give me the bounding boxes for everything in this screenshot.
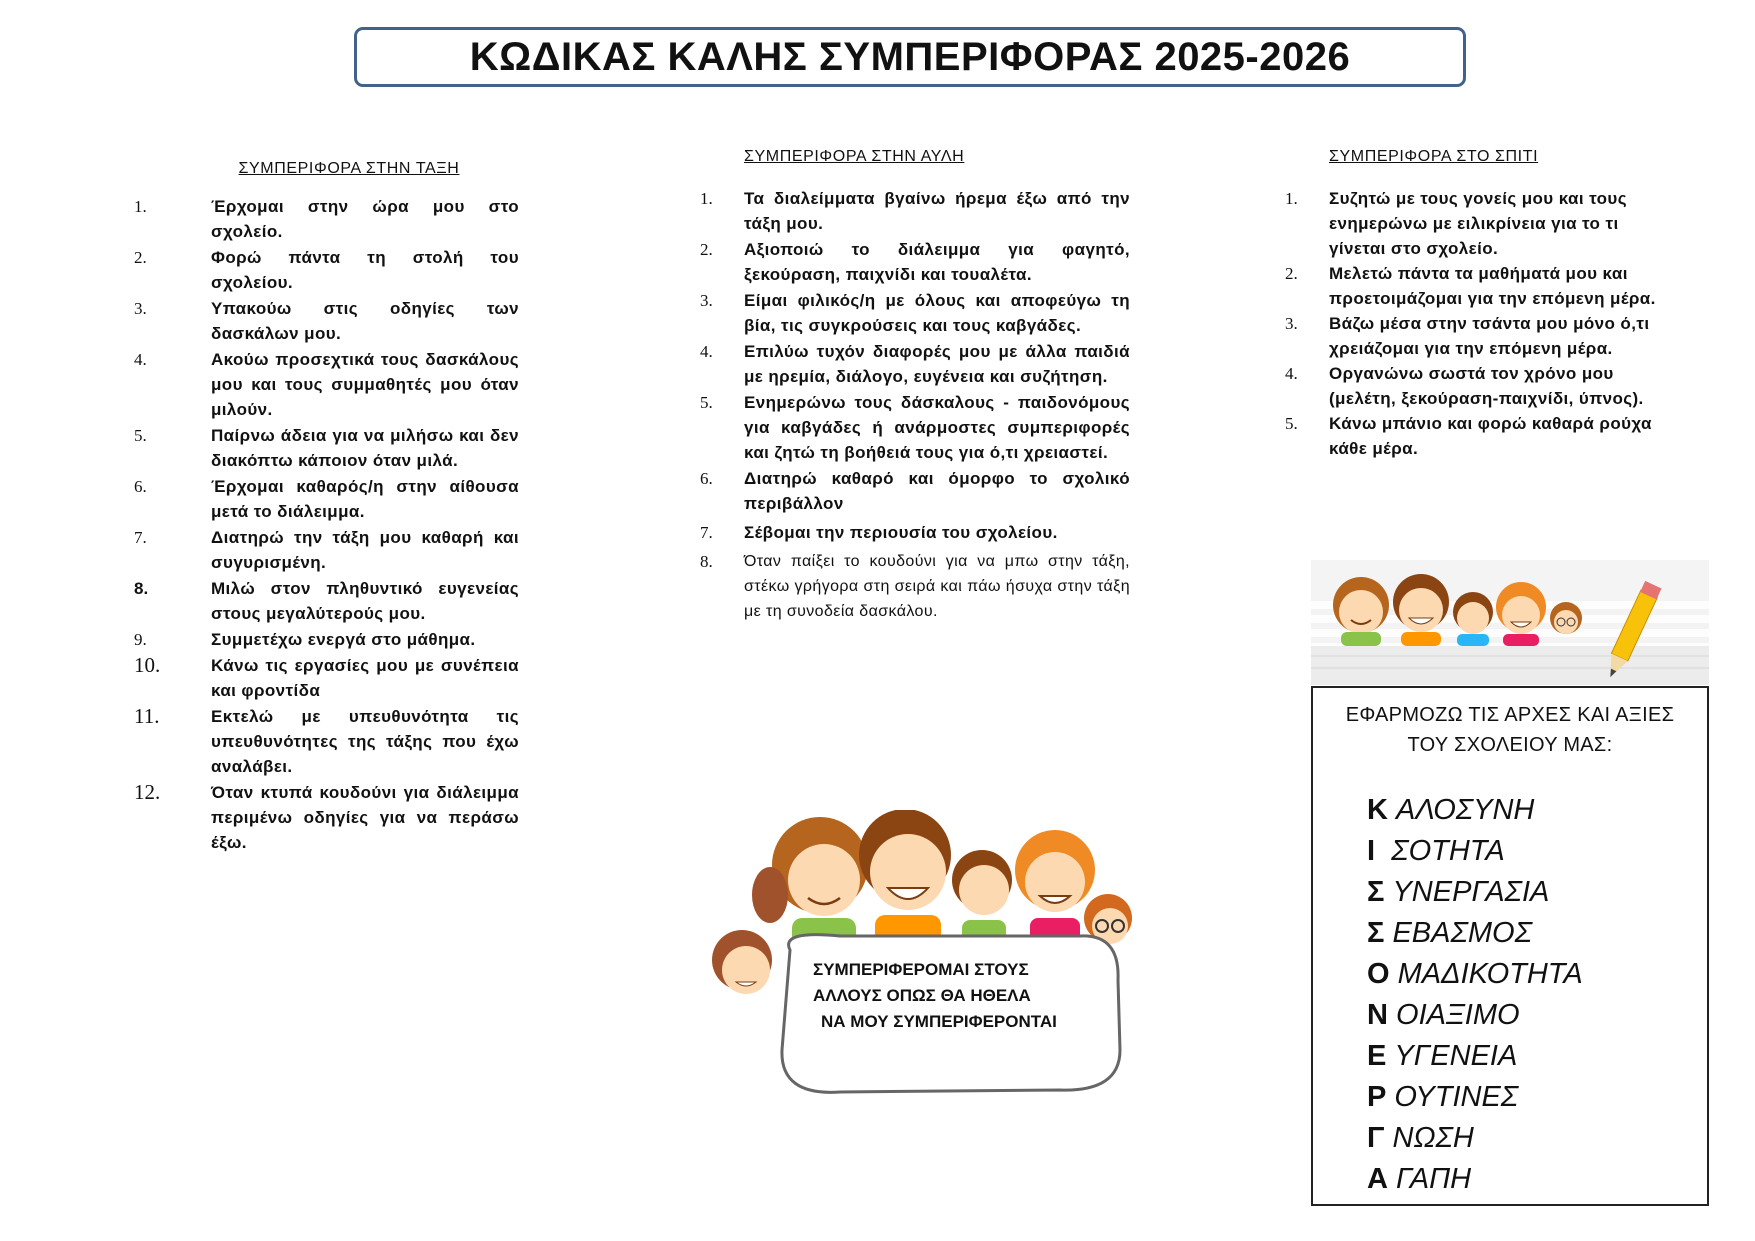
value-initial: Α: [1367, 1163, 1388, 1195]
sign-message-line: ΣΥΜΠΕΡΙΦΕΡΟΜΑΙ ΣΤΟΥΣ: [813, 960, 1029, 979]
list-item: [134, 653, 519, 703]
value-item: [1367, 995, 1707, 1036]
list-item: [1285, 311, 1665, 361]
list-item: [700, 288, 1130, 338]
title-box: [354, 27, 1466, 87]
item-number: 6.: [134, 477, 147, 496]
yard-behavior-section: [700, 148, 1130, 625]
item-number: 11.: [134, 704, 160, 728]
list-item: [134, 525, 519, 575]
item-number: 1.: [1285, 189, 1298, 208]
item-number: 1.: [700, 189, 713, 208]
home-rules-list: [1285, 186, 1665, 461]
item-number: 5.: [134, 426, 147, 445]
value-rest: ΣΟΤΗΤΑ: [1383, 835, 1505, 867]
value-rest: ΑΛΟΣΥΝΗ: [1396, 794, 1535, 826]
item-text: Φορώ πάντα τη στολή του σχολείου.: [211, 248, 519, 292]
list-item: [134, 296, 519, 346]
item-number: 2.: [700, 240, 713, 259]
value-item: [1367, 913, 1707, 954]
item-text: Μιλώ στον πληθυντικό ευγενείας στους μεγαλύτερούς μου.: [211, 579, 519, 623]
value-rest: ΜΑΔΙΚΟΤΗΤΑ: [1397, 958, 1583, 990]
item-number: 7.: [134, 528, 147, 547]
item-text: Συμμετέχω ενεργά στο μάθημα.: [211, 630, 476, 649]
item-text: Διατηρώ καθαρό και όμορφο το σχολικό περιβάλλον: [744, 469, 1130, 513]
item-number: 4.: [700, 342, 713, 361]
item-text: Ενημερώνω τους δάσκαλους - παιδονόμους για καβγάδες ή ανάρμοστες συμπεριφορές και ζητώ τη βοήθειά τους για ό,τι χρειαστεί.: [744, 393, 1130, 462]
value-item: [1367, 1159, 1707, 1200]
item-text: Μελετώ πάντα τα μαθήματά μου και προετοιμάζομαι για την επόμενη μέρα.: [1329, 264, 1656, 308]
list-item: [700, 237, 1130, 287]
value-rest: ΕΒΑΣΜΟΣ: [1392, 917, 1532, 949]
value-item: [1367, 872, 1707, 913]
yard-section-heading: ΣΥΜΠΕΡΙΦΟΡΑ ΣΤΗΝ ΑΥΛΗ: [744, 148, 965, 165]
children-holding-sign-icon: [700, 810, 1150, 1100]
item-text: Επιλύω τυχόν διαφορές μου με άλλα παιδιά με ηρεμία, διάλογο, ευγένεια και συζήτηση.: [744, 342, 1130, 386]
item-number: 2.: [1285, 264, 1298, 283]
item-number: 2.: [134, 248, 147, 267]
value-item: [1367, 1036, 1707, 1077]
item-text: Βάζω μέσα στην τσάντα μου μόνο ό,τι χρειάζομαι για την επόμενη μέρα.: [1329, 314, 1650, 358]
list-item: [700, 339, 1130, 389]
list-item: [1285, 361, 1665, 411]
item-number: 9.: [134, 630, 147, 649]
item-number: 3.: [134, 299, 147, 318]
list-item: [1285, 186, 1665, 261]
value-rest: ΟΙΑΞΙΜΟ: [1396, 999, 1520, 1031]
item-text: Έρχομαι καθαρός/η στην αίθουσα μετά το διάλειμμα.: [211, 477, 519, 521]
item-text: Αξιοποιώ το διάλειμμα για φαγητό, ξεκούραση, παιχνίδι και τουαλέτα.: [744, 240, 1130, 284]
item-number: 7.: [700, 523, 713, 542]
item-text: Έρχομαι στην ώρα μου στο σχολείο.: [211, 197, 519, 241]
list-item: [700, 466, 1130, 516]
kids-sign-illustration: [700, 810, 1150, 1100]
item-number: 4.: [1285, 364, 1298, 383]
item-text: Όταν κτυπά κουδούνι για διάλειμμα περιμένω οδηγίες για να περάσω έξω.: [211, 783, 519, 852]
list-item: [134, 474, 519, 524]
item-number: 4.: [134, 350, 147, 369]
item-number: 6.: [700, 469, 713, 488]
item-number: 8.: [134, 579, 149, 598]
list-item: [700, 390, 1130, 465]
item-text: Διατηρώ την τάξη μου καθαρή και συγυρισμένη.: [211, 528, 519, 572]
list-item: [134, 423, 519, 473]
home-section-heading: ΣΥΜΠΕΡΙΦΟΡΑ ΣΤΟ ΣΠΙΤΙ: [1329, 148, 1539, 165]
value-rest: ΝΩΣΗ: [1392, 1122, 1474, 1154]
value-item: [1367, 1077, 1707, 1118]
sign-message: [813, 957, 1057, 1035]
value-item: [1367, 831, 1707, 872]
list-item: [134, 245, 519, 295]
kids-illustration: [1311, 560, 1709, 685]
class-section-heading: ΣΥΜΠΕΡΙΦΟΡΑ ΣΤΗΝ ΤΑΞΗ: [238, 160, 460, 177]
list-item: [134, 780, 519, 855]
item-text: Κάνω μπάνιο και φορώ καθαρά ρούχα κάθε μέρα.: [1329, 414, 1652, 458]
item-text: Είμαι φιλικός/η με όλους και αποφεύγω τη βία, τις συγκρούσεις και τους καβγάδες.: [744, 291, 1130, 335]
value-item: [1367, 790, 1707, 831]
item-text: Εκτελώ με υπευθυνότητα τις υπευθυνότητες της τάξης που έχω αναλάβει.: [211, 707, 519, 776]
children-faces-icon: [1311, 560, 1709, 685]
value-initial: Ρ: [1367, 1081, 1387, 1113]
value-initial: Κ: [1367, 794, 1388, 826]
value-item: [1367, 1118, 1707, 1159]
value-initial: Ε: [1367, 1040, 1387, 1072]
school-values-box: [1311, 686, 1709, 1206]
page-title: ΚΩΔΙΚΑΣ ΚΑΛΗΣ ΣΥΜΠΕΡΙΦΟΡΑΣ 2025-2026: [469, 34, 1351, 79]
item-text: Ακούω προσεχτικά τους δασκάλους μου και τους συμμαθητές μου όταν μιλούν.: [211, 350, 519, 419]
item-text: Σέβομαι την περιουσία του σχολείου.: [744, 523, 1058, 542]
list-item: [700, 549, 1130, 624]
class-behavior-section: [134, 160, 519, 856]
value-initial: Ν: [1367, 999, 1388, 1031]
value-rest: ΓΑΠΗ: [1396, 1163, 1472, 1195]
value-rest: ΟΥΤΙΝΕΣ: [1394, 1081, 1519, 1113]
value-rest: ΥΓΕΝΕΙΑ: [1394, 1040, 1518, 1072]
item-number: 5.: [700, 393, 713, 412]
values-heading: [1313, 700, 1707, 760]
list-item: [700, 186, 1130, 236]
item-text: Παίρνω άδεια για να μιλήσω και δεν διακόπτω κάποιον όταν μιλά.: [211, 426, 519, 470]
value-initial: Ο: [1367, 958, 1390, 990]
list-item: [134, 194, 519, 244]
values-heading-line: ΕΦΑΡΜΟΖΩ ΤΙΣ ΑΡΧΕΣ ΚΑΙ ΑΞΙΕΣ: [1345, 704, 1675, 726]
home-behavior-section: [1285, 148, 1665, 461]
sign-message-line: ΑΛΛΟΥΣ ΟΠΩΣ ΘΑ ΗΘΕΛΑ: [813, 986, 1031, 1005]
class-rules-list: [134, 194, 519, 855]
list-item: [134, 347, 519, 422]
list-item: [700, 520, 1130, 545]
sign-message-line: ΝΑ ΜΟΥ ΣΥΜΠΕΡΙΦΕΡΟΝΤΑΙ: [821, 1012, 1057, 1031]
yard-rules-list: [700, 186, 1130, 624]
list-item: [1285, 261, 1665, 311]
list-item: [134, 627, 519, 652]
item-number: 10.: [134, 653, 161, 677]
value-initial: Γ: [1367, 1122, 1385, 1154]
item-text: Τα διαλείμματα βγαίνω ήρεμα έξω από την τάξη μου.: [744, 189, 1130, 233]
item-number: 12.: [134, 780, 161, 804]
values-heading-line: ΤΟΥ ΣΧΟΛΕΙΟΥ ΜΑΣ:: [1407, 734, 1613, 756]
item-text: Οργανώνω σωστά τον χρόνο μου (μελέτη, ξεκούραση-παιχνίδι, ύπνος).: [1329, 364, 1644, 408]
item-number: 5.: [1285, 414, 1298, 433]
item-number: 3.: [700, 291, 713, 310]
item-text: Υπακούω στις οδηγίες των δασκάλων μου.: [211, 299, 519, 343]
value-initial: Σ: [1367, 917, 1385, 949]
list-item: [134, 704, 519, 779]
value-initial: Σ: [1367, 876, 1385, 908]
item-text: Κάνω τις εργασίες μου με συνέπεια και φροντίδα: [211, 656, 519, 700]
value-item: [1367, 954, 1707, 995]
list-item: [1285, 411, 1665, 461]
item-number: 3.: [1285, 314, 1298, 333]
item-number: 8.: [700, 552, 713, 571]
value-initial: Ι: [1367, 835, 1376, 867]
value-rest: ΥΝΕΡΓΑΣΙΑ: [1392, 876, 1550, 908]
item-text: Όταν παίξει το κουδούνι για να μπω στην τάξη, στέκω γρήγορα στη σειρά και πάω ήσυχα στην τάξη με τη συνοδεία δασκάλου.: [744, 553, 1130, 620]
item-number: 1.: [134, 197, 147, 216]
list-item: [134, 576, 519, 626]
item-text: Συζητώ με τους γονείς μου και τους ενημερώνω με ειλικρίνεια για το τι γίνεται στο σχολείο.: [1329, 189, 1627, 258]
values-acrostic-list: [1367, 790, 1707, 1200]
